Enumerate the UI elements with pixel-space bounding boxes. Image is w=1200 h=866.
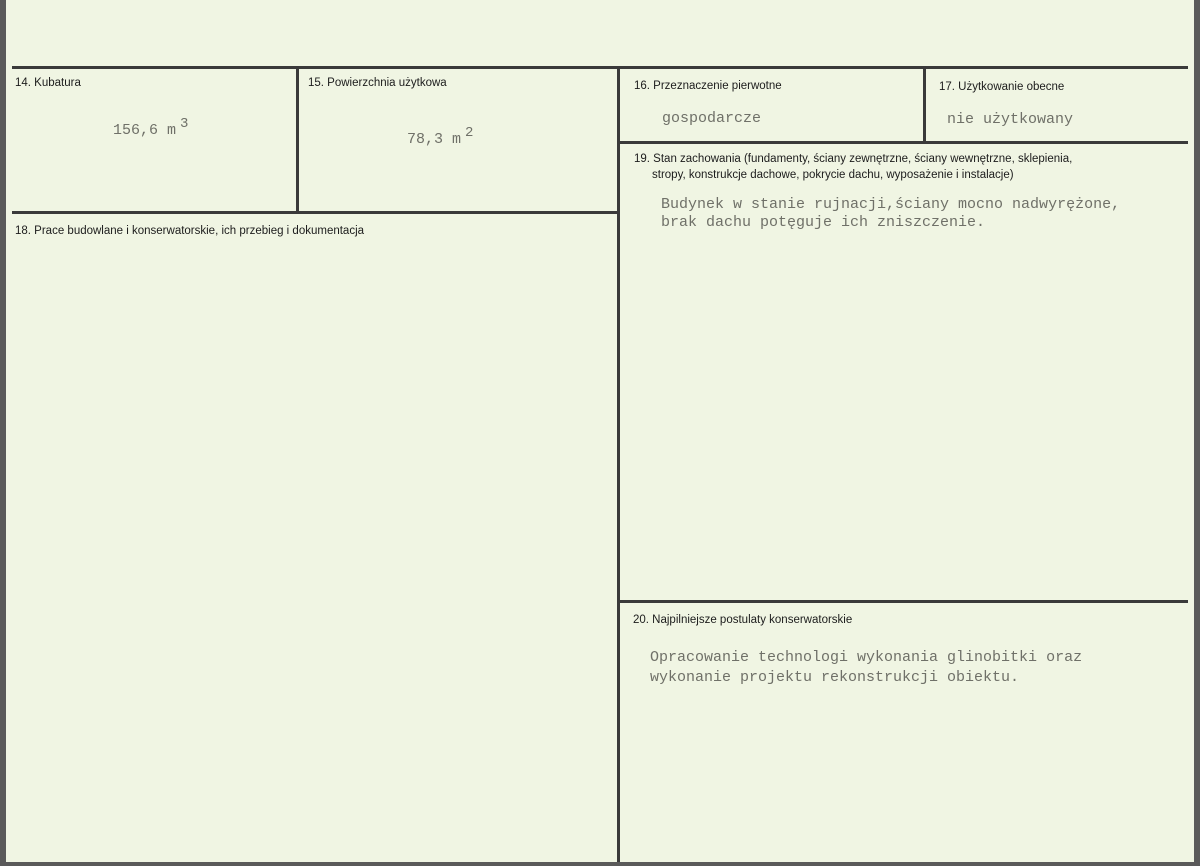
field-19-text-line1: Budynek w stanie rujnacji,ściany mocno nadwyrężone, [661, 196, 1121, 213]
field-20-label: 20. Najpilniejsze postulaty konserwatorskie [633, 614, 853, 626]
field-19-label-line1: 19. Stan zachowania (fundamenty, ściany zewnętrzne, ściany wewnętrzne, sklepienia, [634, 153, 1073, 165]
field-14-number: 156,6 m [113, 122, 177, 139]
field-15-value [407, 125, 474, 150]
field-16-value: gospodarcze [662, 110, 762, 127]
field-16-label: 16. Przeznaczenie pierwotne [634, 80, 782, 92]
field-14-label: 14. Kubatura [15, 77, 81, 89]
field-19-text-line2: brak dachu potęguje ich zniszczenie. [661, 214, 986, 231]
field-17-label: 17. Użytkowanie obecne [939, 81, 1065, 93]
field-15-number: 78,3 m [407, 131, 462, 148]
field-20-text-line2: wykonanie projektu rekonstrukcji obiektu. [650, 669, 1020, 686]
field-18-label: 18. Prace budowlane i konserwatorskie, ich przebieg i dokumentacja [15, 225, 365, 237]
top-rule [12, 66, 1188, 69]
divider-main [617, 66, 620, 862]
field-14-superscript: 3 [180, 116, 189, 132]
field-17-value: nie użytkowany [947, 111, 1074, 128]
divider-14-15 [296, 66, 299, 213]
rule-below-14-15 [12, 211, 619, 214]
field-14-value [113, 116, 189, 141]
field-15-superscript: 2 [465, 125, 474, 141]
field-19-label-line2: stropy, konstrukcje dachowe, pokrycie dachu, wyposażenie i instalacje) [652, 169, 1014, 181]
rule-above-20 [619, 600, 1188, 603]
rule-below-16-17 [619, 141, 1188, 144]
field-15-label: 15. Powierzchnia użytkowa [308, 77, 447, 89]
record-card [6, 0, 1194, 862]
field-20-text-line1: Opracowanie technologi wykonania glinobitki oraz [650, 649, 1083, 666]
divider-16-17 [923, 66, 926, 143]
